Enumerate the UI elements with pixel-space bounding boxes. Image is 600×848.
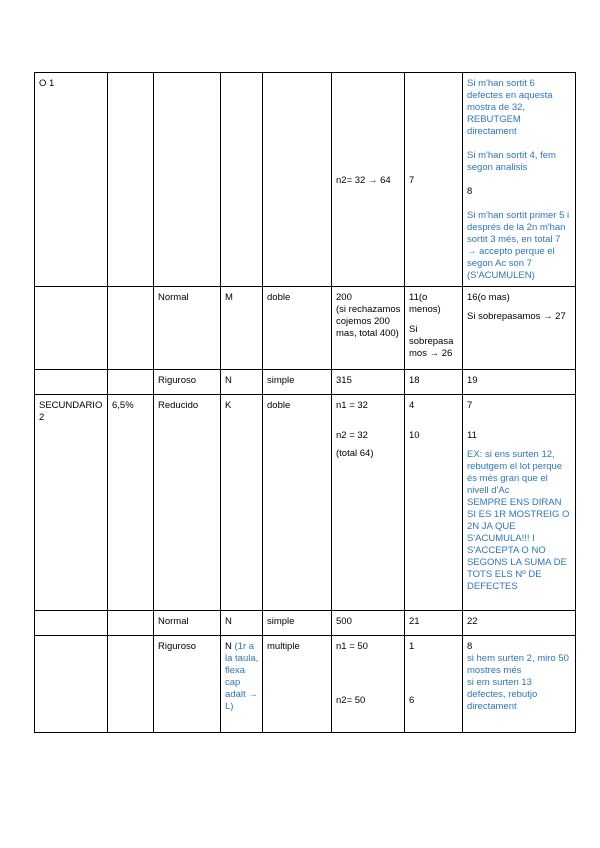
cell-code (221, 636, 263, 733)
cell-text: 22 (467, 616, 478, 627)
cell-text: Si sobrepasamos → 26 (409, 324, 454, 359)
cell-level (35, 636, 108, 733)
note-text: EX: si ens surten 12, rebutgem el lot perque és més gran que el nivell d'Ac SEMPRE ENS DIRAN SI ES 1R MOSTREIG O 2N JA QUE S'ACUMULA!!! I S'ACCEPTA O NO SEGONS LA SUMA DE TOTS ELS Nº DE DEFECTES (467, 449, 570, 592)
cell-text: 8 (467, 641, 473, 652)
cell-text: 6,5% (112, 400, 134, 411)
cell-sample-size (332, 370, 405, 395)
cell-percentage (108, 370, 154, 395)
cell-text: simple (267, 375, 295, 386)
cell-ac (405, 370, 463, 395)
cell-inspection (154, 370, 221, 395)
cell-text: doble (267, 400, 291, 411)
cell-sample-size (332, 611, 405, 636)
cell-text: Reducido (158, 400, 199, 411)
cell-plan (263, 370, 332, 395)
cell-plan (263, 287, 332, 370)
cell-text: n2= 32 → 64 (336, 174, 391, 186)
cell-text: 19 (467, 375, 478, 386)
cell-text: O 1 (39, 78, 55, 89)
cell-text: 6 (409, 695, 415, 706)
cell-text: 18 (409, 375, 420, 386)
cell-re (463, 370, 576, 395)
cell-text: 4 (409, 400, 415, 411)
cell-text: n1 = 50 (336, 641, 368, 652)
cell-text: 11(o menos) (409, 292, 441, 315)
cell-level (35, 395, 108, 611)
cell-text: 500 (336, 616, 352, 627)
cell-percentage (108, 611, 154, 636)
cell-inspection (154, 73, 221, 287)
cell-text: 11 (467, 430, 477, 441)
cell-text: K (225, 400, 232, 411)
cell-ac (405, 636, 463, 733)
cell-inspection (154, 611, 221, 636)
note-text: Si m'han sortit 4, fem segon analisis (467, 150, 556, 173)
cell-text: Si sobrepasamos → 27 (467, 311, 566, 322)
cell-ac (405, 287, 463, 370)
cell-plan (263, 395, 332, 611)
cell-percentage (108, 395, 154, 611)
cell-percentage (108, 287, 154, 370)
cell-text: 21 (409, 616, 420, 627)
cell-text: 1 (409, 641, 415, 652)
cell-inspection (154, 395, 221, 611)
cell-text: 8 (467, 186, 473, 197)
cell-re (463, 73, 576, 287)
cell-ac (405, 395, 463, 611)
cell-ac (405, 611, 463, 636)
cell-code (221, 395, 263, 611)
cell-text: 16(o mas) (467, 292, 510, 303)
cell-code (221, 611, 263, 636)
cell-level (35, 370, 108, 395)
cell-text: 7 (467, 400, 473, 411)
cell-text: doble (267, 292, 291, 303)
table-row (35, 370, 576, 395)
cell-text: N (225, 375, 232, 386)
cell-inspection (154, 287, 221, 370)
cell-ac (405, 73, 463, 287)
cell-code (221, 73, 263, 287)
cell-plan (263, 73, 332, 287)
cell-re (463, 611, 576, 636)
cell-text: N (225, 641, 232, 652)
cell-text: n2= 50 (336, 695, 366, 706)
cell-code (221, 370, 263, 395)
cell-text: n1 = 32 (336, 400, 368, 411)
cell-text: Riguroso (158, 641, 197, 652)
cell-text: N (225, 616, 232, 627)
cell-plan (263, 636, 332, 733)
cell-text: 200 (si rechazamos cojemos 200 mas, total 400) (336, 292, 401, 339)
cell-level (35, 73, 108, 287)
cell-level (35, 611, 108, 636)
cell-text: M (225, 292, 233, 303)
cell-text: SECUNDARIO 2 (39, 400, 103, 423)
table-row (35, 73, 576, 287)
cell-code (221, 287, 263, 370)
cell-sample-size (332, 287, 405, 370)
cell-re (463, 287, 576, 370)
table-row (35, 611, 576, 636)
cell-text: (total 64) (336, 448, 374, 459)
cell-text: 315 (336, 375, 352, 386)
cell-percentage (108, 636, 154, 733)
cell-re (463, 636, 576, 733)
cell-text: Normal (158, 292, 189, 303)
table-row (35, 636, 576, 733)
cell-text: Riguroso (158, 375, 197, 386)
cell-sample-size (332, 636, 405, 733)
cell-level (35, 287, 108, 370)
sampling-plan-table (34, 72, 576, 733)
cell-inspection (154, 636, 221, 733)
cell-percentage (108, 73, 154, 287)
cell-text: n2 = 32 (336, 430, 368, 441)
table-row (35, 287, 576, 370)
note-text: (1r a la taula, flexa cap adalt → L) (225, 641, 259, 712)
cell-sample-size (332, 73, 405, 287)
cell-text: 7 (409, 174, 415, 186)
note-text: Si m'han sortit 6 defectes en aquesta mostra de 32, REBUTGEM directament (467, 78, 553, 137)
cell-text: simple (267, 616, 295, 627)
cell-text: multiple (267, 641, 300, 652)
cell-plan (263, 611, 332, 636)
cell-re (463, 395, 576, 611)
cell-text: Normal (158, 616, 189, 627)
table-row (35, 395, 576, 611)
note-text: Si m'han sortit primer 5 i després de la 2n m'han sortit 3 més, en total 7 → accepto perque el segon Ac son 7 (S'ACUMULEN) (467, 210, 570, 281)
cell-sample-size (332, 395, 405, 611)
note-text: si hem surten 2, miro 50 mostres més si em surten 13 defectes, rebutjo directament (467, 653, 569, 712)
cell-text: 10 (409, 430, 420, 441)
